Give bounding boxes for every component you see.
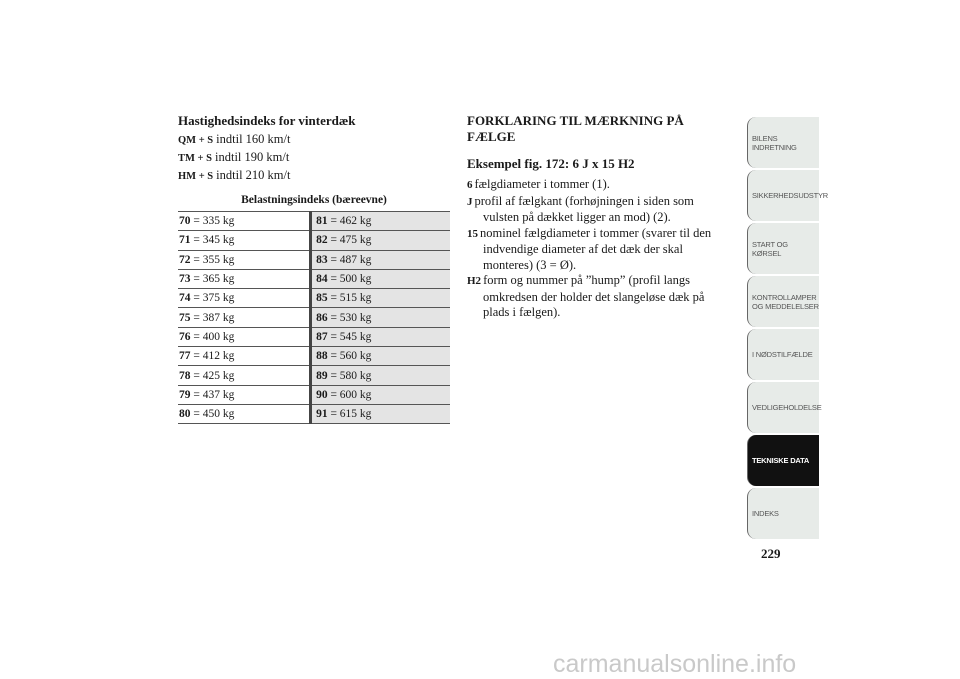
load-index-number: 71 [179, 234, 191, 247]
load-index-table [178, 211, 450, 424]
table-row [178, 212, 450, 231]
right-column [467, 113, 732, 321]
table-cell-right [311, 269, 450, 288]
table-row [178, 250, 450, 269]
table-cell-left [178, 212, 311, 231]
table-cell-right [311, 366, 450, 385]
table-cell-right [311, 385, 450, 404]
table-row [178, 347, 450, 366]
load-index-number: 73 [179, 273, 191, 286]
table-cell-right [311, 347, 450, 366]
table-cell-right [311, 404, 450, 423]
tab-start-og-kørsel[interactable]: START OG KØRSEL [747, 223, 819, 274]
load-index-value: = 515 kg [330, 292, 372, 305]
speed-index-list [178, 131, 450, 185]
load-index-value: = 355 kg [193, 253, 235, 266]
table-cell-left [178, 404, 311, 423]
load-index-number: 77 [179, 350, 191, 363]
load-index-number: 78 [179, 369, 191, 382]
table-cell-left [178, 289, 311, 308]
load-index-value: = 560 kg [330, 350, 372, 363]
load-index-value: = 365 kg [193, 273, 235, 286]
marking-description: profil af fælgkant (forhøjningen i siden som vulsten på dækket ligger an mod) (2). [474, 193, 694, 224]
list-item [467, 226, 732, 274]
load-index-number: 76 [179, 330, 191, 343]
rim-example-title: Eksempel fig. 172: 6 J x 15 H2 [467, 156, 635, 171]
table-cell-left [178, 385, 311, 404]
load-index-value: = 600 kg [330, 388, 372, 401]
table-row [178, 366, 450, 385]
speed-index-row [178, 149, 450, 167]
load-index-number: 80 [179, 408, 191, 421]
left-column [178, 113, 450, 424]
load-index-value: = 615 kg [330, 408, 372, 421]
load-index-value: = 462 kg [330, 215, 372, 228]
table-cell-left [178, 366, 311, 385]
list-item [467, 273, 732, 321]
table-cell-left [178, 347, 311, 366]
tab-tekniske-data[interactable]: TEKNISKE DATA [747, 435, 819, 486]
load-index-number: 72 [179, 253, 191, 266]
table-row [178, 308, 450, 327]
table-row [178, 269, 450, 288]
load-index-number: 90 [316, 388, 328, 401]
load-index-number: 74 [179, 292, 191, 305]
load-index-value: = 375 kg [193, 292, 235, 305]
speed-index-row [178, 131, 450, 149]
table-row [178, 231, 450, 250]
load-index-number: 70 [179, 215, 191, 228]
table-cell-left [178, 327, 311, 346]
marking-description: form og nummer på ”hump” (profil langs omkredsen der holder det slangeløse dæk på plads i fælgen). [483, 273, 705, 319]
section-tabs [747, 117, 828, 541]
tab-kontrollamper-og-meddelelser[interactable]: KONTROLLAMPER OG MEDDELELSER [747, 276, 819, 327]
load-index-value: = 487 kg [330, 253, 372, 266]
table-cell-left [178, 231, 311, 250]
marking-description: fælgdiameter i tommer (1). [474, 177, 610, 191]
table-row [178, 385, 450, 404]
marking-code: H2 [467, 275, 482, 287]
load-index-number: 79 [179, 388, 191, 401]
marking-description: nominel fælgdiameter i tommer (svarer til den indvendige diameter af det dæk der skal monteres) (3 = Ø). [480, 225, 712, 272]
marking-code: J [467, 195, 473, 208]
load-index-number: 83 [316, 253, 328, 266]
table-cell-right [311, 327, 450, 346]
load-index-value: = 500 kg [330, 273, 372, 286]
load-index-number: 84 [316, 273, 328, 286]
table-cell-left [178, 308, 311, 327]
load-index-number: 75 [179, 311, 191, 324]
table-row [178, 289, 450, 308]
table-row [178, 404, 450, 423]
page-number: 229 [761, 546, 781, 561]
load-index-value: = 530 kg [330, 311, 372, 324]
list-item [467, 194, 732, 226]
load-index-value: = 450 kg [193, 408, 235, 421]
load-index-value: = 387 kg [193, 311, 235, 324]
speed-code: HM + S [178, 171, 214, 182]
list-item [467, 177, 732, 194]
load-index-value: = 400 kg [193, 330, 235, 343]
speed-index-title: Hastighedsindeks for vinterdæk [178, 113, 356, 128]
load-index-value: = 335 kg [193, 215, 235, 228]
tab-sikkerhedsudstyr[interactable]: SIKKERHEDSUDSTYR [747, 170, 819, 221]
speed-text: indtil 190 km/t [215, 150, 290, 164]
rim-definition-list [467, 177, 732, 321]
load-index-number: 89 [316, 369, 328, 382]
load-index-number: 81 [316, 215, 328, 228]
load-index-number: 88 [316, 350, 328, 363]
speed-text: indtil 160 km/t [216, 132, 291, 146]
speed-text: indtil 210 km/t [216, 168, 291, 182]
speed-index-row [178, 167, 450, 185]
table-cell-right [311, 308, 450, 327]
load-index-value: = 425 kg [193, 369, 235, 382]
load-index-number: 91 [316, 408, 328, 421]
table-cell-left [178, 250, 311, 269]
load-index-number: 85 [316, 292, 328, 305]
load-index-value: = 475 kg [330, 234, 372, 247]
load-index-value: = 412 kg [193, 350, 235, 363]
marking-code: 15 [467, 227, 478, 240]
load-index-number: 87 [316, 330, 328, 343]
tab-bilens-indretning[interactable]: BILENS INDRETNING [747, 117, 819, 168]
table-cell-right [311, 231, 450, 250]
load-index-value: = 580 kg [330, 369, 372, 382]
load-index-value: = 545 kg [330, 330, 372, 343]
speed-code: QM + S [178, 135, 214, 146]
table-cell-right [311, 250, 450, 269]
speed-code: TM + S [178, 153, 212, 164]
table-cell-right [311, 212, 450, 231]
load-index-value: = 345 kg [193, 234, 235, 247]
tab-indeks[interactable]: INDEKS [747, 488, 819, 539]
table-row [178, 327, 450, 346]
load-index-value: = 437 kg [193, 388, 235, 401]
load-index-number: 86 [316, 311, 328, 324]
load-index-number: 82 [316, 234, 328, 247]
tab-vedligeholdelse[interactable]: VEDLIGEHOLDELSE [747, 382, 819, 433]
watermark: carmanualsonline.info [553, 650, 797, 678]
rim-marking-title: FORKLARING TIL MÆRKNING PÅ FÆLGE [467, 113, 684, 144]
table-cell-right [311, 289, 450, 308]
table-cell-left [178, 269, 311, 288]
tab-i-nødstilfælde[interactable]: I NØDSTILFÆLDE [747, 329, 819, 380]
load-index-title: Belastningsindeks (bæreevne) [241, 194, 387, 206]
marking-code: 6 [467, 179, 473, 191]
